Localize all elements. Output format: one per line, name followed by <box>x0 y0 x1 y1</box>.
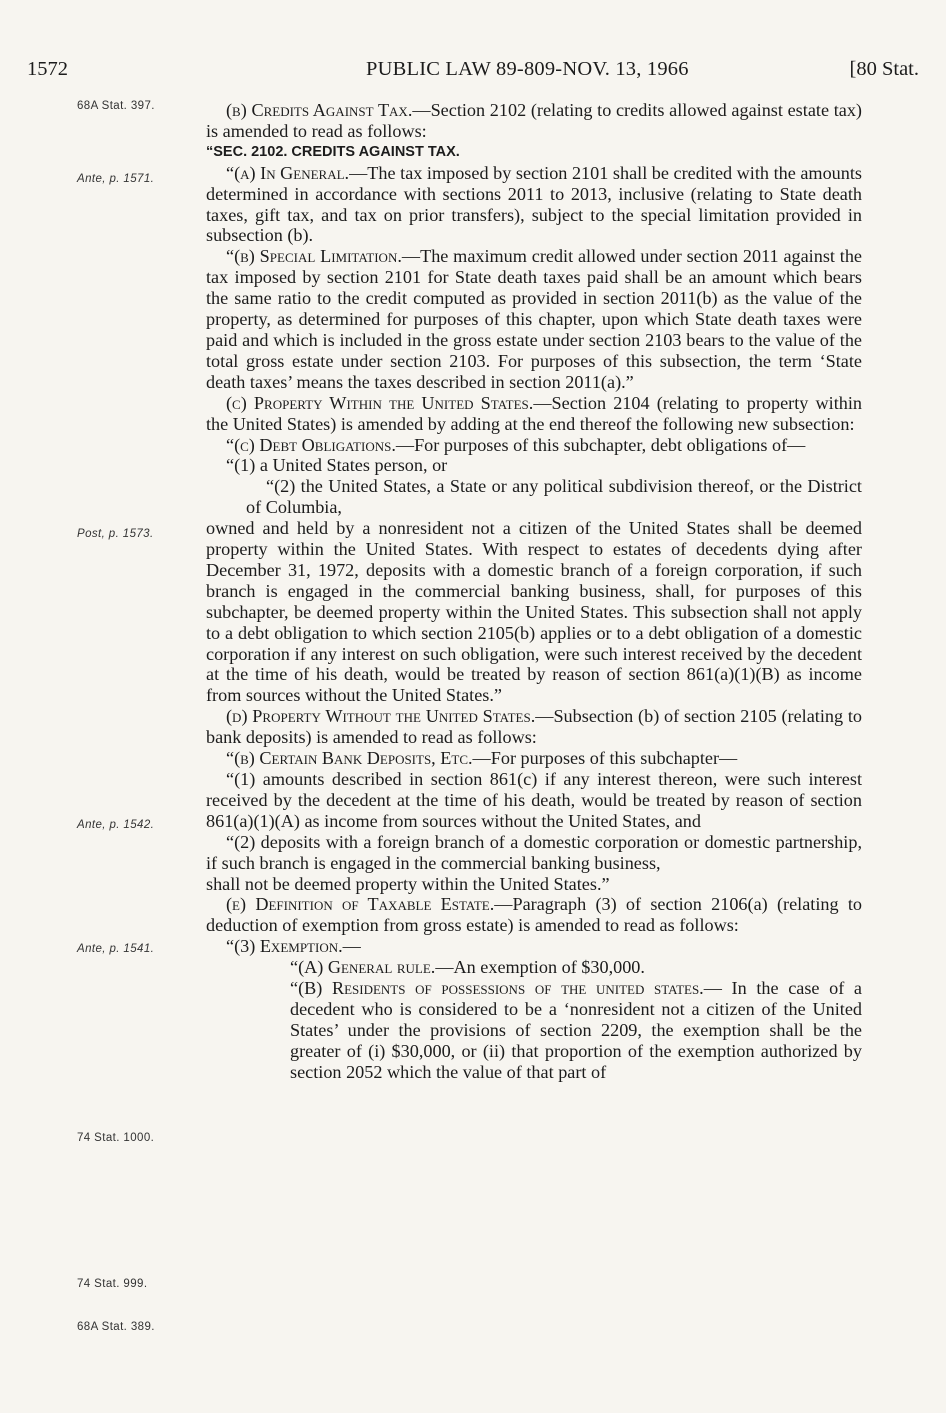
paragraph-c-2: “(2) the United States, a State or any political subdivision thereof, or the District of Columbia, <box>246 476 862 518</box>
margin-note-68a-397: 68A Stat. 397. <box>77 100 155 112</box>
margin-note-ante-1571: Ante, p. 1571. <box>77 173 155 185</box>
subsection-e: (e) Definition of Taxable Estate.—Paragraph (3) of section 2106(a) (relating to deduction of exemption from gross estate) is amended to read as follows: <box>206 894 862 936</box>
page-number: 1572 <box>27 58 68 80</box>
running-title: PUBLIC LAW 89-809-NOV. 13, 1966 <box>366 58 689 80</box>
paragraph-c-1: “(1) a United States person, or <box>226 455 448 476</box>
margin-note-ante-1541: Ante, p. 1541. <box>77 943 155 955</box>
margin-note-ante-1542: Ante, p. 1542. <box>77 819 155 831</box>
clause-c-debt-obligations: “(c) Debt Obligations.—For purposes of this subchapter, debt obligations of— <box>226 434 806 455</box>
paragraph-d-rest: shall not be deemed property within the United States.” <box>206 873 610 894</box>
subsection-d: (d) Property Without the United States.—Subsection (b) of section 2105 (relating to bank deposits) is amended to read as follows: <box>206 706 862 748</box>
paragraph-e-3-exemption: “(3) Exemption.— <box>226 936 361 957</box>
subsection-c: (c) Property Within the United States.—Section 2104 (relating to property within the United States) is amended by adding at the end thereof the following new subsection: <box>206 392 863 434</box>
subsection-b: (b) Credits Against Tax.—Section 2102 (relating to credits allowed against estate tax) is amended to read as follows: <box>206 100 862 141</box>
margin-note-74-1000: 74 Stat. 1000. <box>77 1132 155 1144</box>
paragraph-e-A: “(A) General rule.—An exemption of $30,000. <box>290 957 645 978</box>
paragraph-d-1: “(1) amounts described in section 861(c) if any interest thereon, were such interest received by the decedent at the time of his death, would be treated by reason of section 861(a)(1)(A) as income from sources without the United States, and <box>206 769 862 831</box>
paragraph-d-2: “(2) deposits with a foreign branch of a domestic corporation or domestic partnership, if such branch is engaged in the commercial banking business, <box>206 831 862 873</box>
clause-b-special-limitation: “(b) Special Limitation.—The maximum credit allowed under section 2011 against the tax imposed by section 2101 for State death taxes paid shall be an amount which bears the same ratio to the credit computed as provided in section 2011(b) as the value of the property, as determined for purposes of this chapter, upon which State death taxes were paid and which is included in the gross estate under section 2103 bears to the value of the total gross estate under section 2103. For purposes of this subsection, the term ‘State death taxes’ means the taxes described in section 2011(a).” <box>206 246 862 392</box>
volume-reference: [80 Stat. <box>849 58 919 80</box>
clause-a-general: “(a) In General.—The tax imposed by section 2101 shall be credited with the amounts determined in accordance with sections 2011 to 2013, inclusive (relating to State death taxes, gift tax, and tax on prior transfers), subject to the special limitation provided in subsection (b). <box>206 162 862 246</box>
section-heading: “SEC. 2102. CREDITS AGAINST TAX. <box>206 143 460 160</box>
clause-d-bank-deposits: “(b) Certain Bank Deposits, Etc.—For purposes of this subchapter— <box>226 748 738 769</box>
paragraph-c-rest: owned and held by a nonresident not a citizen of the United States shall be deemed property within the United States. With respect to estates of decedents dying after December 31, 1972, deposits with a domestic branch of a foreign corporation, if such branch is engaged in the commercial banking business, shall, for purposes of this subchapter, be deemed property within the United States. This subsection shall not apply to a debt obligation to which section 2105(b) applies or to a debt obligation of a domestic corporation if any interest on such obligation, were such interest received by the decedent at the time of his death, would be treated by reason of section 861(a)(1)(B) as income from sources without the United States.” <box>206 518 862 706</box>
margin-note-post-1573: Post, p. 1573. <box>77 528 154 540</box>
margin-note-74-999: 74 Stat. 999. <box>77 1278 148 1290</box>
page-header <box>27 58 919 86</box>
statute-text <box>206 100 862 1083</box>
paragraph-e-B: “(B) Residents of possessions of the united states.— In the case of a decedent who is considered to be a ‘nonresident not a citizen of the United States’ under the provisions of section 2209, the exemption shall be the greater of (i) $30,000, or (ii) that proportion of the exemption authorized by section 2052 which the value of that part of <box>290 978 862 1082</box>
margin-note-68a-389: 68A Stat. 389. <box>77 1321 155 1333</box>
